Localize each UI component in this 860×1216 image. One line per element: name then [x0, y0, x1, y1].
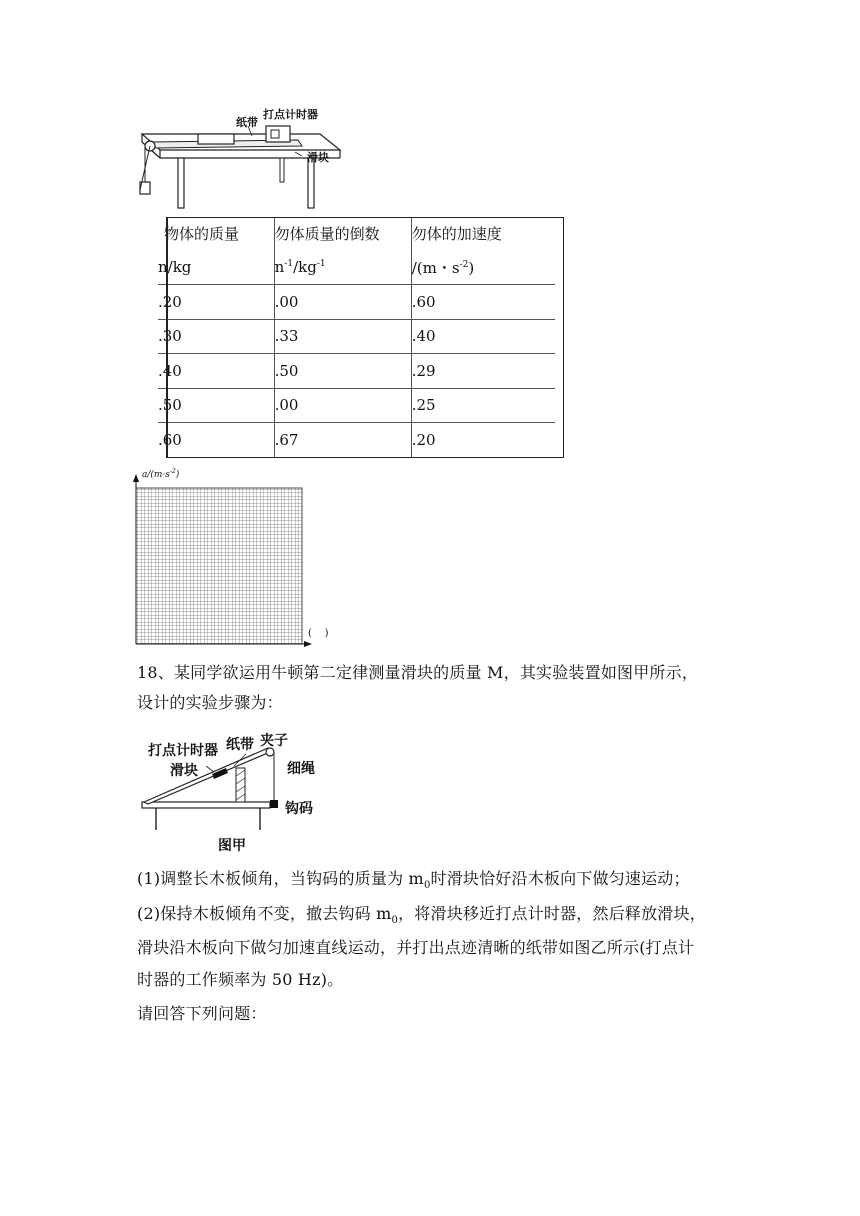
table-cell: .25 — [411, 388, 555, 423]
step-1 — [137, 869, 690, 896]
step-2-text-b: ，将滑块移近打点计时器，然后释放滑块， — [398, 904, 706, 923]
step-2-sub: 0 — [391, 915, 399, 927]
unit-cell-acceleration — [411, 251, 555, 285]
step-2-line-1 — [137, 904, 706, 931]
weight-label: 钩码 — [285, 801, 313, 817]
step-1-text-b: 时滑块恰好沿木板向下做匀速运动； — [430, 869, 690, 888]
data-table-container — [158, 217, 563, 457]
table-cell: .00 — [274, 285, 411, 320]
unit-recip-sup1: -1 — [284, 259, 294, 270]
table-cell: .50 — [274, 354, 411, 389]
unit-acc-sup: -2 — [459, 259, 469, 270]
rope-label: 细绳 — [287, 761, 315, 777]
table-row — [158, 423, 555, 457]
table-cell: .40 — [158, 354, 274, 389]
table-cell: .20 — [158, 285, 274, 320]
table-row — [158, 285, 555, 320]
question-18-line-2: 设计的实验步骤为： — [137, 693, 283, 712]
unit-cell-reciprocal — [274, 251, 411, 285]
table-row — [158, 354, 555, 389]
unit-acc-text: /(m・s — [411, 258, 460, 277]
table-cell: .29 — [411, 354, 555, 389]
figure-caption: 图甲 — [218, 838, 246, 854]
clip-label: 夹子 — [260, 733, 288, 749]
unit-recip-kg-text: /kg — [293, 258, 317, 277]
table-cell: .40 — [411, 319, 555, 354]
step-2-text-a: (2)保持木板倾角不变，撤去钩码 m — [137, 904, 392, 923]
table-cell: .67 — [274, 423, 411, 457]
table-unit-row — [158, 251, 555, 285]
unit-recip-n: n — [274, 258, 285, 277]
y-axis-sup: -2 — [169, 468, 176, 475]
table-cell: .30 — [158, 319, 274, 354]
table-cell: .60 — [411, 285, 555, 320]
table-cell: .33 — [274, 319, 411, 354]
table-cell: .60 — [158, 430, 182, 449]
header-cell-acceleration: 勿体的加速度 — [411, 217, 555, 251]
graph-grid-svg — [120, 468, 360, 648]
timer-label: 打点计时器 — [263, 108, 318, 121]
table-header-row — [158, 217, 555, 251]
tape-label-2: 纸带 — [226, 737, 254, 753]
table-cell: .20 — [411, 423, 555, 457]
table-cell: .50 — [158, 388, 274, 423]
unit-cell-mass — [158, 251, 274, 285]
step-1-text-a: (1)调整长木板倾角，当钩码的质量为 m — [137, 869, 424, 888]
step-2-line-2: 滑块沿木板向下做匀加速直线运动，并打出点迹清晰的纸带如图乙所示(打点计 — [137, 938, 695, 957]
tape-label: 纸带 — [236, 116, 258, 129]
block-label: 滑块 — [307, 151, 329, 164]
x-axis-label: ( ) — [308, 628, 329, 639]
y-axis-close: ) — [175, 470, 180, 480]
step-1-sub: 0 — [423, 880, 431, 892]
unit-mass-text: n/kg — [158, 258, 192, 277]
unit-acc-close: ) — [468, 258, 475, 277]
unit-recip-sup2: -1 — [316, 259, 326, 270]
timer-label-2: 打点计时器 — [148, 743, 218, 759]
y-axis-label-text: a/(m·s — [142, 470, 170, 480]
closing-line: 请回答下列问题： — [137, 1004, 267, 1023]
apparatus-figure-2 — [136, 730, 336, 854]
table-row — [158, 319, 555, 354]
blank-graph — [120, 468, 360, 648]
data-table — [158, 217, 555, 457]
table-row — [158, 388, 555, 423]
step-2-line-3: 时器的工作频率为 50 Hz)。 — [137, 970, 344, 989]
header-cell-mass: 物体的质量 — [164, 225, 240, 244]
y-axis-label — [142, 468, 179, 480]
block-label-2: 滑块 — [170, 763, 198, 779]
table-cell: .00 — [274, 388, 411, 423]
apparatus-figure-1 — [130, 100, 350, 212]
question-18-line-1: 18、某同学欲运用牛顿第二定律测量滑块的质量 M，其实验装置如图甲所示， — [137, 663, 699, 682]
header-cell-reciprocal: 勿体质量的倒数 — [274, 217, 411, 251]
